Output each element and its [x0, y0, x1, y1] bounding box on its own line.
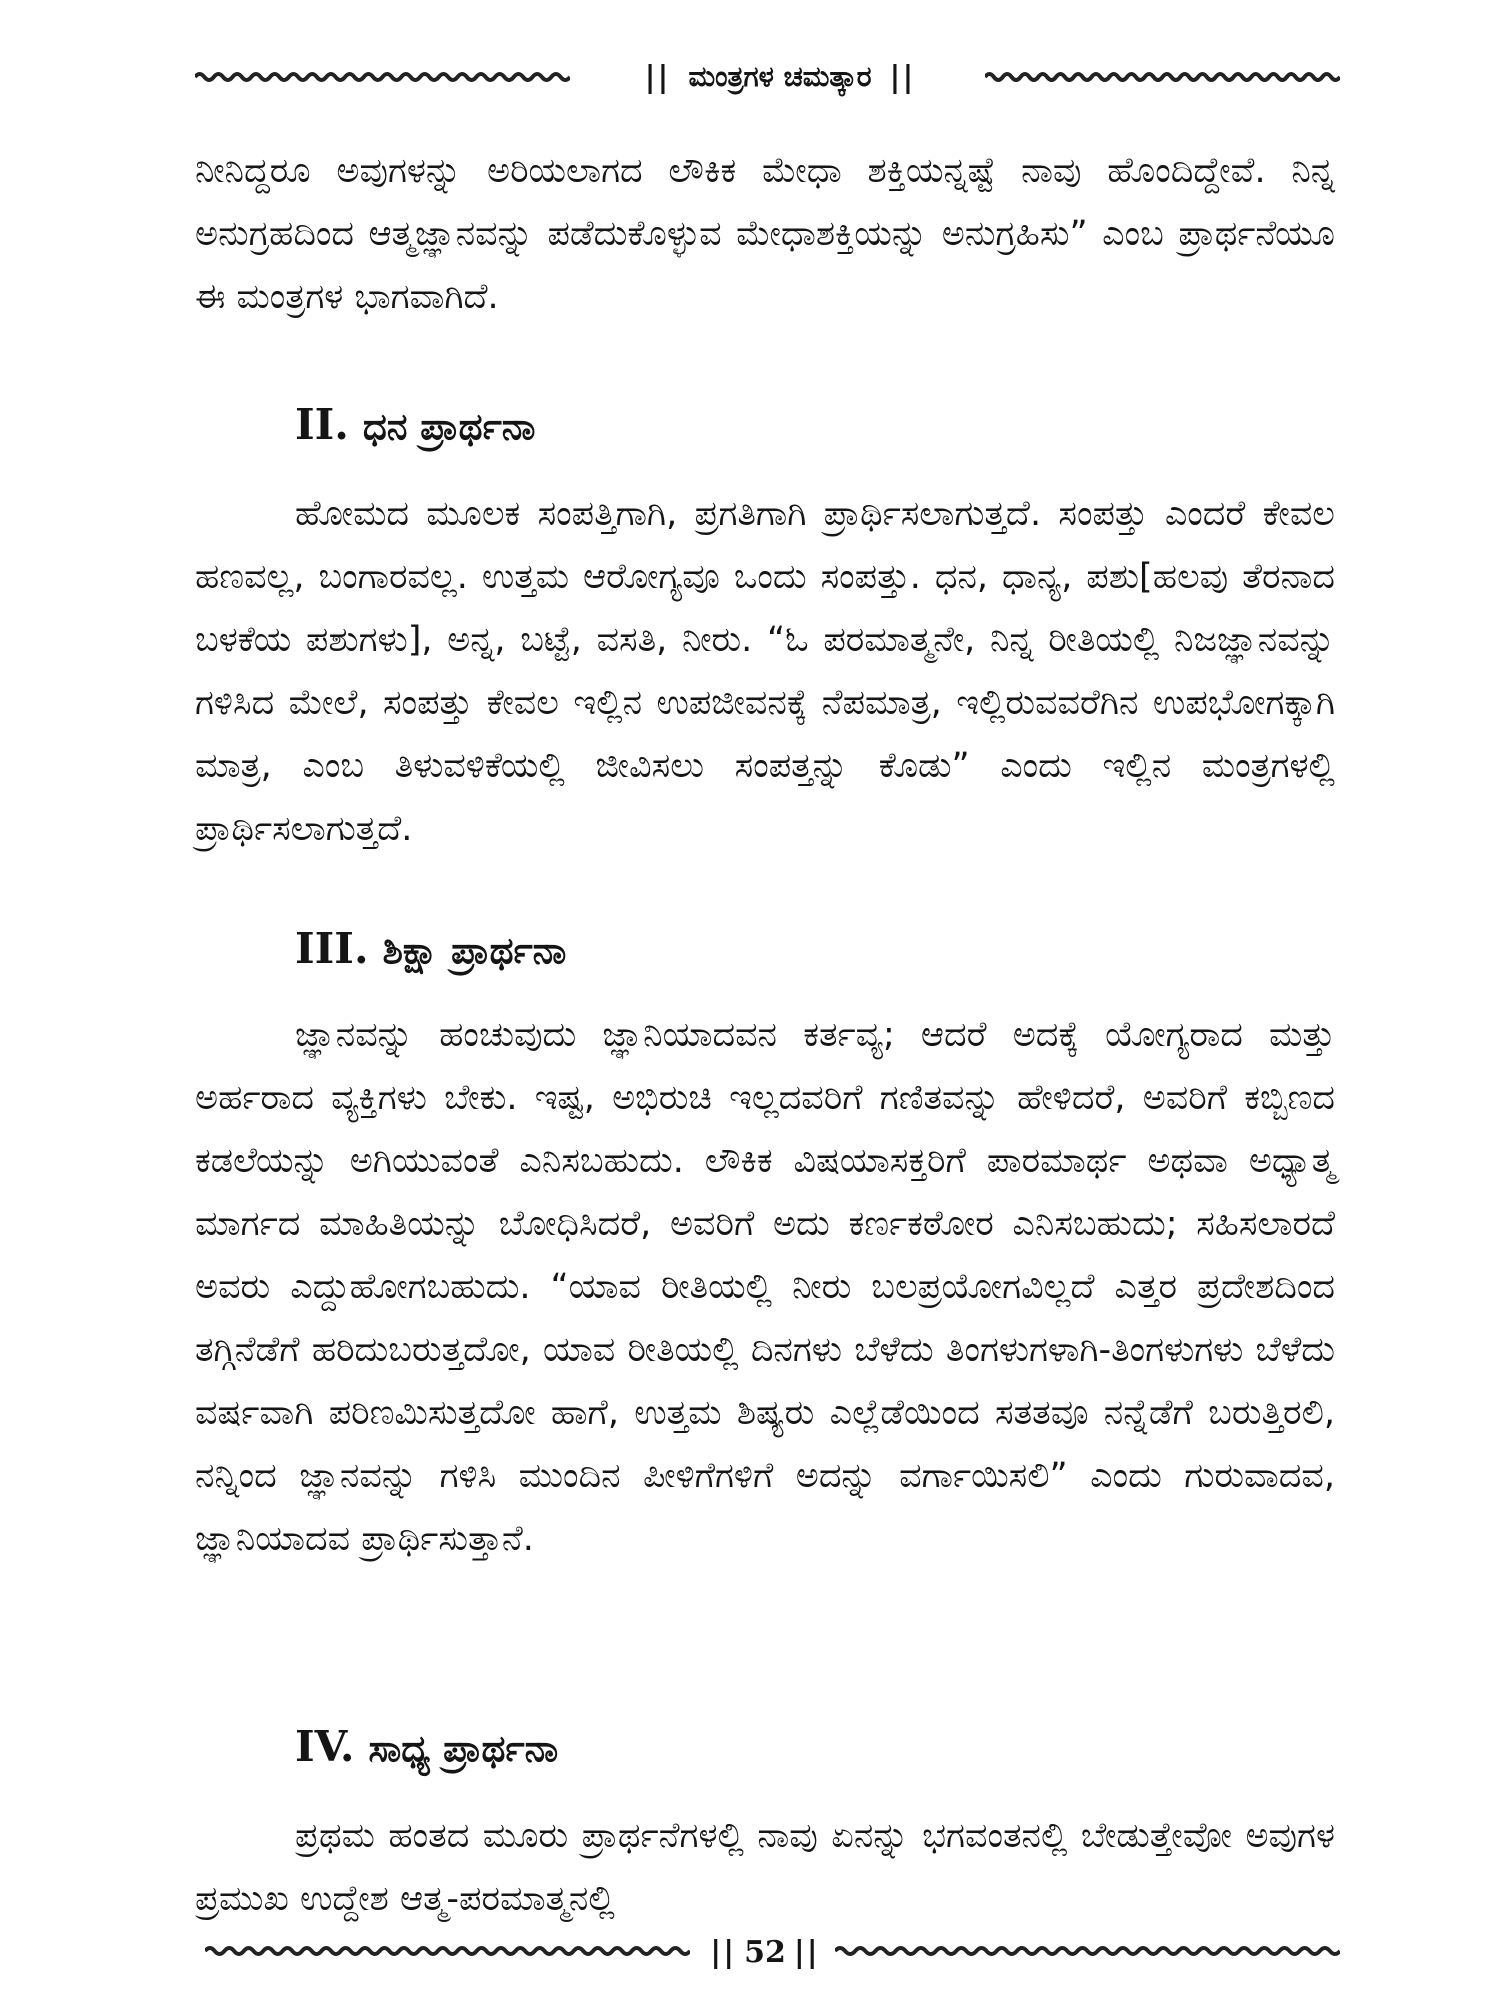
section-numeral: II. [295, 400, 349, 449]
header-wavy-rule-right [985, 66, 1340, 88]
section-paragraph-sadhya: ಪ್ರಥಮ ಹಂತದ ಮೂರು ಪ್ರಾರ್ಥನೆಗಳಲ್ಲಿ ನಾವು ಏನನ್ನು ಭಗವಂತನಲ್ಲಿ ಬೇಡುತ್ತೇವೋ ಅವುಗಳ ಪ್ರಮುಖ ಉದ್ದೇಶ ಆತ್ಮ-ಪರಮಾತ್ಮನಲ್ಲಿ [195, 1816, 1335, 1919]
page-number: 52 [744, 1934, 786, 1970]
section-paragraph-shiksha: ಜ್ಞಾನವನ್ನು ಹಂಚುವುದು ಜ್ಞಾನಿಯಾದವನ ಕರ್ತವ್ಯ; ಆದರೆ ಅದಕ್ಕೆ ಯೋಗ್ಯರಾದ ಮತ್ತು ಅರ್ಹರಾದ ವ್ಯಕ್ತಿಗಳು ಬೇಕು. ಇಷ್ಟ, ಅಭಿರುಚಿ ಇಲ್ಲದವರಿಗೆ ಗಣಿತವನ್ನು ಹೇಳಿದರೆ, ಅವರಿಗೆ ಕಬ್ಬಿಣದ ಕಡಲೆಯನ್ನು ಅಗಿಯುವಂತೆ ಎನಿಸಬಹುದು. ಲೌಕಿಕ ವಿಷಯಾಸಕ್ತರಿಗೆ ಪಾರಮಾರ್ಥ ಅಥವಾ ಅಧ್ಯಾತ್ಮ ಮಾರ್ಗದ ಮಾಹಿತಿಯನ್ನು ಬೋಧಿಸಿದರೆ, ಅವರಿಗೆ ಅದು ಕರ್ಣಕಠೋರ ಎನಿಸಬಹುದು; ಸಹಿಸಲಾರದೆ ಅವರು ಎದ್ದುಹೋಗಬಹುದು. “ಯಾವ ರೀತಿಯಲ್ಲಿ ನೀರು ಬಲಪ್ರಯೋಗವಿಲ್ಲದೆ ಎತ್ತರ ಪ್ರದೇಶದಿಂದ ತಗ್ಗಿನೆಡೆಗೆ ಹರಿದುಬರುತ್ತದೋ, ಯಾವ ರೀತಿಯಲ್ಲಿ ದಿನಗಳು ಬೆಳೆದು ತಿಂಗಳುಗಳಾಗಿ-ತಿಂಗಳುಗಳು ಬೆಳೆದು ವರ್ಷವಾಗಿ ಪರಿಣಮಿಸುತ್ತದೋ ಹಾಗೆ, ಉತ್ತಮ ಶಿಷ್ಯರು ಎಲ್ಲೆಡೆಯಿಂದ ಸತತವೂ ನನ್ನೆಡೆಗೆ ಬರುತ್ತಿರಲಿ, ನನ್ನಿಂದ ಜ್ಞಾನವನ್ನು ಗಳಿಸಿ ಮುಂದಿನ ಪೀಳಿಗೆಗಳಿಗೆ ಅದನ್ನು ವರ್ಗಾಯಿಸಲಿ” ಎಂದು ಗುರುವಾದವ, ಜ್ಞಾನಿಯಾದವ ಪ್ರಾರ್ಥಿಸುತ್ತಾನೆ. [195, 1015, 1335, 1559]
running-header-title-group [590, 52, 970, 102]
intro-paragraph: ನೀನಿದ್ದರೂ ಅವುಗಳನ್ನು ಅರಿಯಲಾಗದ ಲೌಕಿಕ ಮೇಧಾ ಶಕ್ತಿಯನ್ನಷ್ಟೆ ನಾವು ಹೊಂದಿದ್ದೇವೆ. ನಿನ್ನ ಅನುಗ್ರಹದಿಂದ ಆತ್ಮಜ್ಞಾನವನ್ನು ಪಡೆದುಕೊಳ್ಳುವ ಮೇಧಾಶಕ್ತಿಯನ್ನು ಅನುಗ್ರಹಿಸು” ಎಂಬ ಪ್ರಾರ್ಥನೆಯೂ ಈ ಮಂತ್ರಗಳ ಭಾಗವಾಗಿದೆ. [195, 151, 1335, 317]
section-title: ಶಿಕ್ಷಾ ಪ್ರಾರ್ಥನಾ [382, 929, 567, 972]
running-header [195, 52, 1340, 102]
section-title: ಸಾಧ್ಯ ಪ್ರಾರ್ಥನಾ [368, 1727, 559, 1770]
section-heading-shiksha [295, 924, 566, 973]
footer-left-double-bar: || [710, 1934, 737, 1970]
header-wavy-rule-left [195, 66, 570, 88]
page-footer [205, 1930, 1340, 1974]
header-left-double-bar: || [644, 59, 671, 95]
section-numeral: IV. [295, 1722, 355, 1771]
footer-right-double-bar: || [793, 1934, 820, 1970]
footer-wavy-rule-right [835, 1940, 1340, 1962]
running-header-title: ಮಂತ್ರಗಳ ಚಮತ್ಕಾರ [688, 60, 872, 93]
header-right-double-bar: || [889, 59, 916, 95]
section-title: ಧನ ಪ್ರಾರ್ಥನಾ [362, 405, 536, 448]
section-paragraph-dhana: ಹೋಮದ ಮೂಲಕ ಸಂಪತ್ತಿಗಾಗಿ, ಪ್ರಗತಿಗಾಗಿ ಪ್ರಾರ್ಥಿಸಲಾಗುತ್ತದೆ. ಸಂಪತ್ತು ಎಂದರೆ ಕೇವಲ ಹಣವಲ್ಲ, ಬಂಗಾರವಲ್ಲ. ಉತ್ತಮ ಆರೋಗ್ಯವೂ ಒಂದು ಸಂಪತ್ತು. ಧನ, ಧಾನ್ಯ, ಪಶು[ಹಲವು ತೆರನಾದ ಬಳಕೆಯ ಪಶುಗಳು], ಅನ್ನ, ಬಟ್ಟೆ, ವಸತಿ, ನೀರು. “ಓ ಪರಮಾತ್ಮನೇ, ನಿನ್ನ ರೀತಿಯಲ್ಲಿ ನಿಜಜ್ಞಾನವನ್ನು ಗಳಿಸಿದ ಮೇಲೆ, ಸಂಪತ್ತು ಕೇವಲ ಇಲ್ಲಿನ ಉಪಜೀವನಕ್ಕೆ ನೆಪಮಾತ್ರ, ಇಲ್ಲಿರುವವರೆಗಿನ ಉಪಭೋಗಕ್ಕಾಗಿ ಮಾತ್ರ, ಎಂಬ ತಿಳುವಳಿಕೆಯಲ್ಲಿ ಜೀವಿಸಲು ಸಂಪತ್ತನ್ನು ಕೊಡು” ಎಂದು ಇಲ್ಲಿನ ಮಂತ್ರಗಳಲ್ಲಿ ಪ್ರಾರ್ಥಿಸಲಾಗುತ್ತದೆ. [195, 494, 1335, 849]
section-numeral: III. [295, 924, 369, 973]
section-heading-dhana [295, 400, 535, 449]
page-number-group [700, 1930, 830, 1974]
section-heading-sadhya [295, 1722, 558, 1771]
footer-wavy-rule-left [205, 1940, 690, 1962]
